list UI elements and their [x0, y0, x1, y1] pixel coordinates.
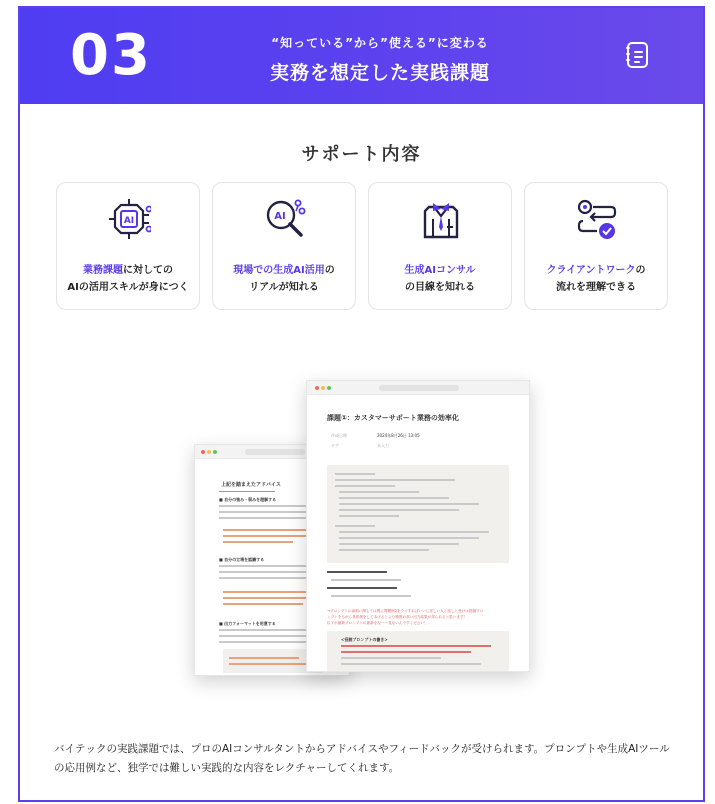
assignment-document-preview	[306, 380, 530, 672]
support-card-ai-skill	[56, 182, 200, 310]
svg-text:AI: AI	[274, 211, 286, 222]
meta-tag-value: 未入力	[377, 443, 389, 448]
document-icon	[625, 40, 651, 70]
course-feature-panel	[18, 6, 705, 802]
description-text: バイテックの実践課題では、プロのAIコンサルタントからアドバイスやフィードバックが受けられます。プロンプトや生成AIツールの応用例など、独学では難しい実践的な内容をレクチャーしてくれます。	[54, 743, 670, 774]
red-note-1: →プロンプトの添削に関しては既に問題例2をラマすればいいし詳しい人と話しと受けは指摘プロ	[327, 609, 484, 613]
card-1-rest: に対しての	[123, 265, 173, 276]
section-header	[20, 8, 703, 104]
support-card-consultant	[368, 182, 512, 310]
card-3-line-2: の目線を知れる	[405, 282, 475, 293]
ai-chip-icon	[107, 197, 151, 241]
support-heading: サポート内容	[301, 144, 422, 165]
support-card-client-work	[524, 182, 668, 310]
meta-created-value: 2024年8月26日 13:05	[377, 433, 420, 438]
advice-item-2: ■ 自分の立場を認識する	[219, 557, 265, 562]
card-2-highlight: 現場での生成AI活用	[233, 265, 325, 276]
section-subtitle: “知っている”から”使える”に変わる	[271, 36, 489, 50]
advice-item-3: ■ 出力フォーマットを用意する	[219, 621, 276, 626]
card-2-line-2: リアルが知れる	[249, 282, 319, 293]
ai-search-icon	[263, 197, 307, 241]
card-2-rest: の	[324, 265, 335, 276]
consultant-icon	[419, 197, 463, 241]
red-note-3: 以下が最新プロンプトの最新をなーー見ないんですください！	[327, 621, 428, 625]
card-1-highlight: 業務課題	[83, 265, 123, 276]
advice-item-1: ■ 自分の強み・弱みを理解する	[219, 497, 277, 502]
support-card-ai-usage	[212, 182, 356, 310]
svg-text:AI: AI	[123, 216, 135, 226]
section-title: 実務を想定した実践課題	[269, 62, 490, 84]
card-3-highlight: 生成AIコンサル	[404, 265, 476, 276]
meta-tag-label: タグ	[331, 443, 339, 448]
role-prompt-heading: <役割プロンプトの書き>	[341, 637, 388, 642]
card-4-rest: の	[635, 265, 646, 276]
card-4-line-2: 流れを理解できる	[556, 282, 636, 293]
assignment-doc-title: 課題①：カスタマーサポート業務の効率化	[327, 414, 459, 422]
card-4-highlight: クライアントワーク	[546, 265, 636, 276]
section-number: 03	[70, 23, 152, 88]
meta-created-label: 作成日時	[331, 433, 347, 438]
card-1-line-2: AIの活用スキルが身につく	[67, 282, 189, 293]
advice-doc-title: 上記を踏まえたアドバイス	[221, 482, 281, 488]
workflow-icon	[575, 197, 619, 241]
red-note-2: ンプトをもがら具体例をしてあげるとより精度の高い出力結果が得られると思います！	[327, 615, 468, 619]
